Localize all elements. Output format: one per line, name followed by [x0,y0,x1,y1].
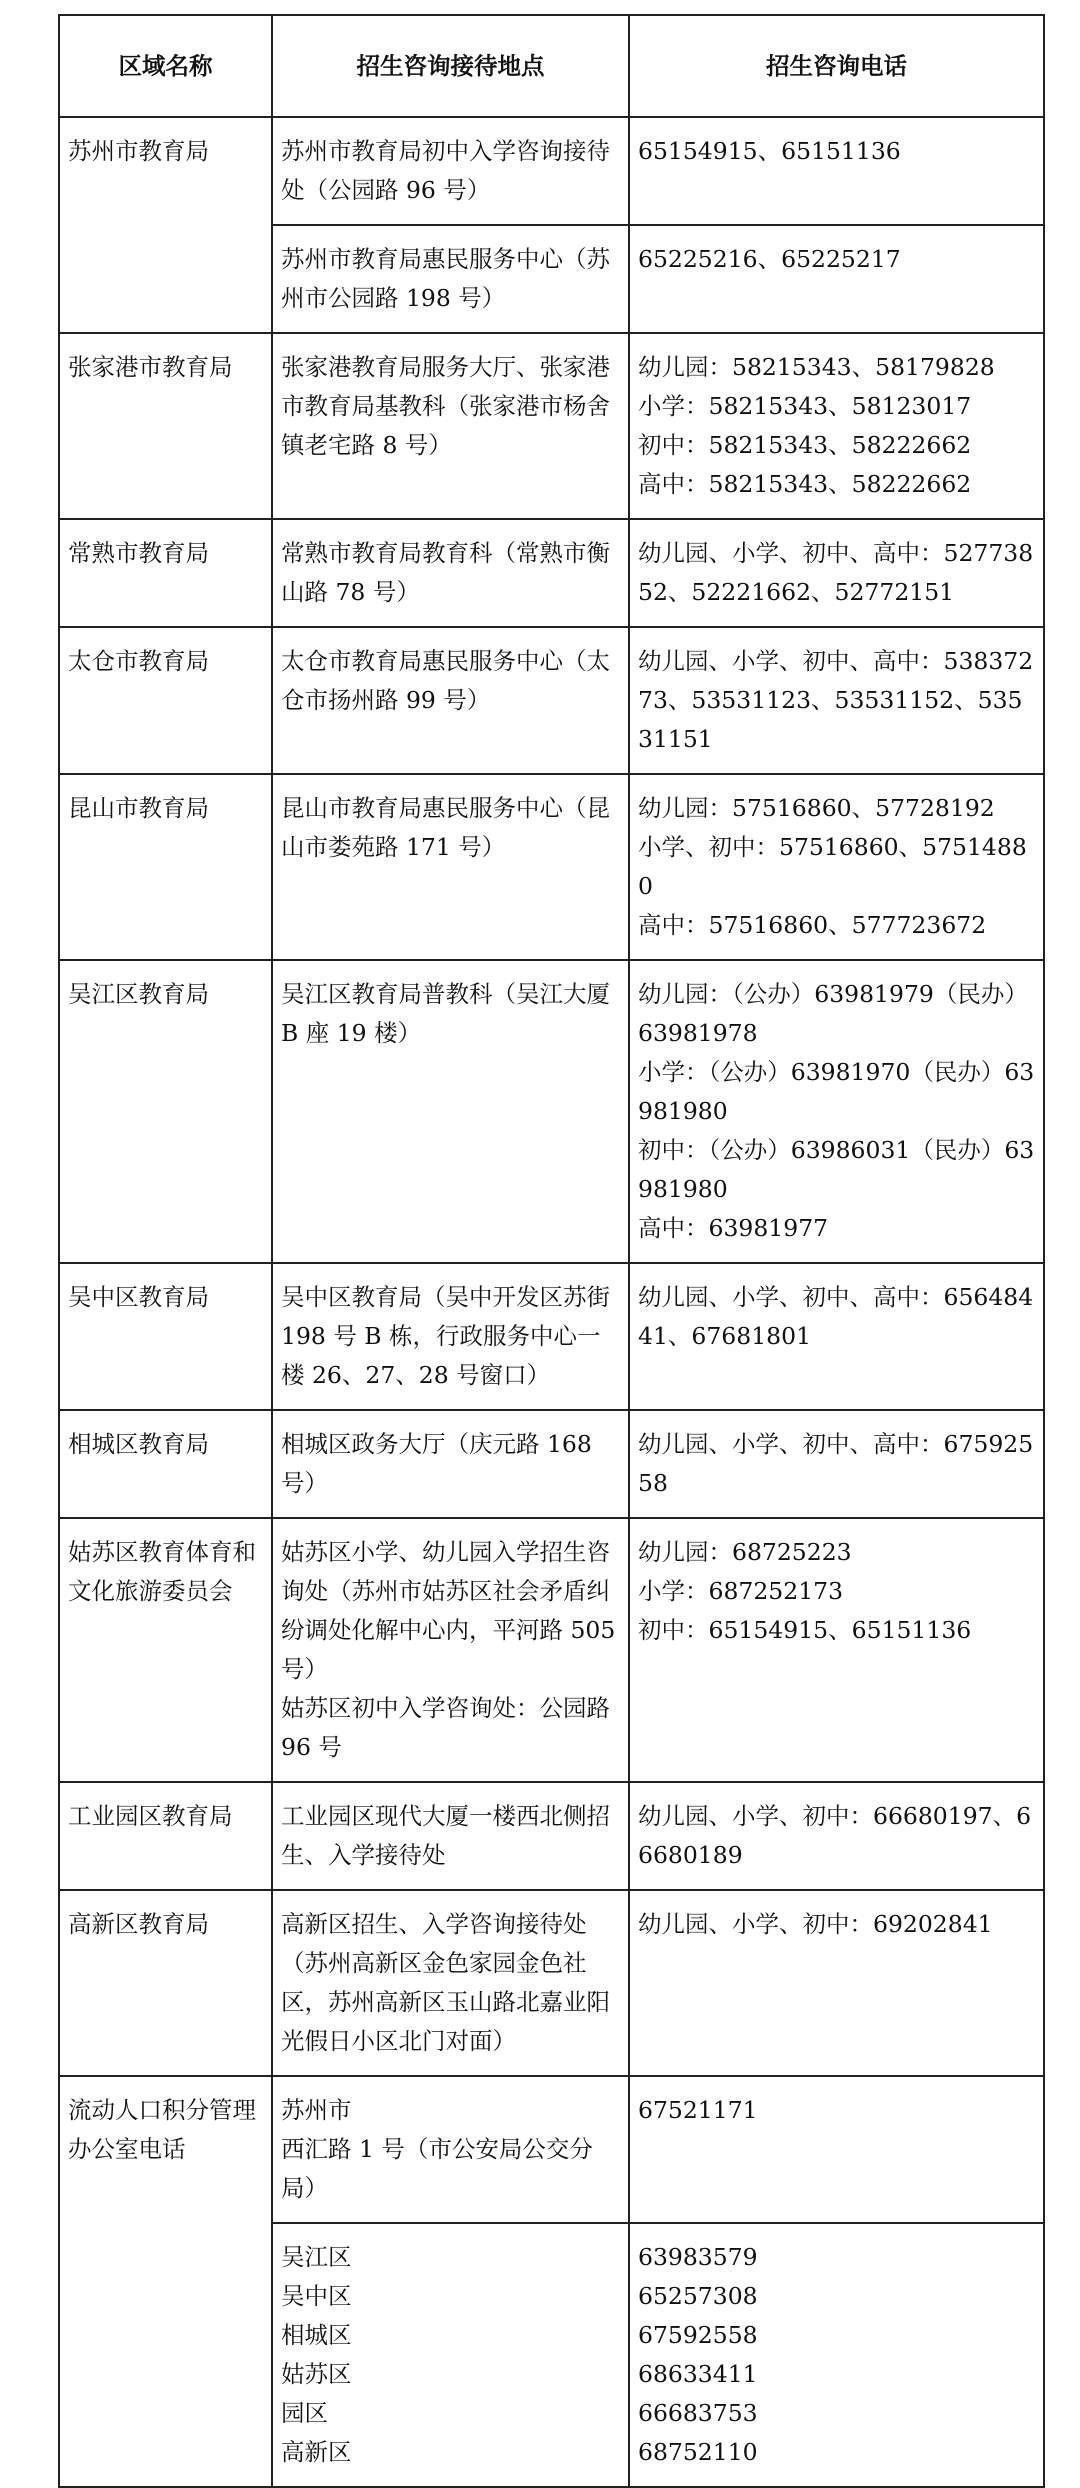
phone-cell: 幼儿园：68725223 小学：687252173 初中：65154915、65151136 [629,1518,1044,1782]
phone-cell: 63983579 65257308 67592558 68633411 66683753 68752110 [629,2223,1044,2487]
location-cell: 吴中区教育局（吴中开发区苏街 198 号 B 栋，行政服务中心一楼 26、27、28 号窗口） [272,1263,629,1410]
region-cell: 吴中区教育局 [59,1263,272,1410]
phone-cell: 幼儿园：58215343、58179828 小学：58215343、58123017 初中：58215343、58222662 高中：58215343、58222662 [629,333,1044,519]
phone-cell: 幼儿园、小学、初中、高中：52773852、52221662、52772151 [629,519,1044,627]
header-phone: 招生咨询电话 [629,15,1044,117]
region-cell: 苏州市教育局 [59,117,272,333]
location-cell: 昆山市教育局惠民服务中心（昆山市娄苑路 171 号） [272,774,629,960]
location-cell: 苏州市 西汇路 1 号（市公安局公交分局） [272,2076,629,2223]
table-row [59,774,1044,960]
region-cell: 工业园区教育局 [59,1782,272,1890]
phone-cell: 65225216、65225217 [629,225,1044,333]
location-cell: 张家港教育局服务大厅、张家港市教育局基教科（张家港市杨舍镇老宅路 8 号） [272,333,629,519]
location-cell: 高新区招生、入学咨询接待处（苏州高新区金色家园金色社区，苏州高新区玉山路北嘉业阳光假日小区北门对面） [272,1890,629,2076]
table-row [59,117,1044,225]
region-cell: 流动人口积分管理办公室电话 [59,2076,272,2487]
table-row [59,519,1044,627]
phone-cell: 幼儿园、小学、初中、高中：67592558 [629,1410,1044,1518]
location-cell: 相城区政务大厅（庆元路 168 号） [272,1410,629,1518]
phone-cell: 幼儿园、小学、初中、高中：53837273、53531123、53531152、53531151 [629,627,1044,774]
location-cell: 常熟市教育局教育科（常熟市衡山路 78 号） [272,519,629,627]
phone-cell: 幼儿园：（公办）63981979（民办）63981978 小学：（公办）63981970（民办）63981980 初中：（公办）63986031（民办）63981980 高中：63981977 [629,960,1044,1263]
table-row [59,1410,1044,1518]
region-cell: 常熟市教育局 [59,519,272,627]
table-row [59,2076,1044,2223]
table-row [59,960,1044,1263]
table-row [59,627,1044,774]
phone-cell: 65154915、65151136 [629,117,1044,225]
table-row [59,1782,1044,1890]
table-header-row [59,15,1044,117]
header-location: 招生咨询接待地点 [272,15,629,117]
location-cell: 苏州市教育局初中入学咨询接待处（公园路 96 号） [272,117,629,225]
region-cell: 张家港市教育局 [59,333,272,519]
region-cell: 姑苏区教育体育和文化旅游委员会 [59,1518,272,1782]
location-cell: 工业园区现代大厦一楼西北侧招生、入学接待处 [272,1782,629,1890]
location-cell: 姑苏区小学、幼儿园入学招生咨询处（苏州市姑苏区社会矛盾纠纷调处化解中心内，平河路 505 号） 姑苏区初中入学咨询处：公园路 96 号 [272,1518,629,1782]
phone-cell: 67521171 [629,2076,1044,2223]
enrollment-consultation-table [58,14,1045,2488]
table-row [59,1518,1044,1782]
region-cell: 太仓市教育局 [59,627,272,774]
table-row [59,333,1044,519]
region-cell: 高新区教育局 [59,1890,272,2076]
location-cell: 吴江区教育局普教科（吴江大厦 B 座 19 楼） [272,960,629,1263]
region-cell: 吴江区教育局 [59,960,272,1263]
phone-cell: 幼儿园、小学、初中：66680197、66680189 [629,1782,1044,1890]
header-region: 区域名称 [59,15,272,117]
region-cell: 昆山市教育局 [59,774,272,960]
location-cell: 太仓市教育局惠民服务中心（太仓市扬州路 99 号） [272,627,629,774]
phone-cell: 幼儿园、小学、初中、高中：65648441、67681801 [629,1263,1044,1410]
phone-cell: 幼儿园、小学、初中：69202841 [629,1890,1044,2076]
table-row [59,1890,1044,2076]
table-row [59,1263,1044,1410]
phone-cell: 幼儿园：57516860、57728192 小学、初中：57516860、57514880 高中：57516860、577723672 [629,774,1044,960]
region-cell: 相城区教育局 [59,1410,272,1518]
location-cell: 苏州市教育局惠民服务中心（苏州市公园路 198 号） [272,225,629,333]
location-cell: 吴江区 吴中区 相城区 姑苏区 园区 高新区 [272,2223,629,2487]
